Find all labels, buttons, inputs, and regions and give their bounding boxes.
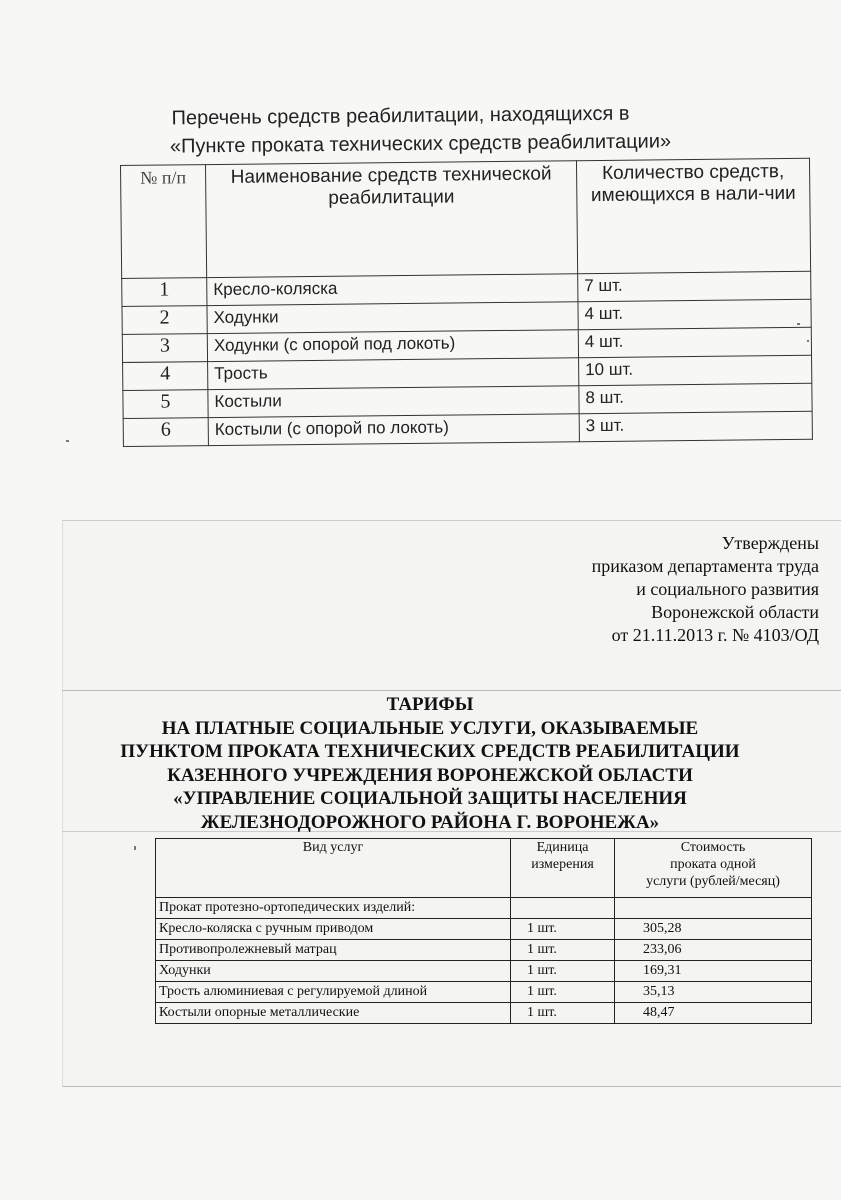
row-price: 48,47 — [615, 1003, 812, 1024]
tariff-title-line5: «УПРАВЛЕНИЕ СОЦИАЛЬНОЙ ЗАЩИТЫ НАСЕЛЕНИЯ — [173, 788, 687, 809]
inventory-title-line2: «Пункте проката технических средств реабилитации» — [169, 130, 672, 158]
approval-block — [592, 532, 819, 647]
tariff-title-line1: ТАРИФЫ — [386, 694, 474, 715]
header-cost-line1: Стоимость — [680, 840, 746, 855]
inventory-document — [0, 0, 841, 500]
table-row — [156, 919, 812, 940]
table-row — [156, 961, 812, 982]
row-number: 3 — [122, 334, 207, 363]
row-service: Трость алюминиевая с регулируемой длиной — [156, 982, 511, 1003]
approval-line3: и социального развития — [636, 579, 819, 599]
row-quantity: 4 шт. — [578, 299, 811, 329]
row-unit: 1 шт. — [511, 961, 615, 982]
header-name: Наименование средств технической реабилитации — [206, 161, 578, 278]
table-row — [156, 982, 812, 1003]
scan-speck — [66, 440, 69, 442]
row-name: Костыли — [208, 386, 579, 418]
scan-speck — [797, 323, 800, 325]
row-number: 2 — [122, 306, 207, 335]
table-row — [123, 411, 812, 446]
scan-speck — [807, 340, 809, 342]
row-unit: 1 шт. — [511, 919, 615, 940]
inventory-table-header — [121, 158, 811, 278]
row-service: Кресло-коляска с ручным приводом — [156, 919, 511, 940]
approval-line2: приказом департамента труда — [591, 556, 819, 576]
header-unit — [511, 839, 615, 898]
row-quantity: 3 шт. — [579, 411, 812, 441]
row-quantity: 10 шт. — [579, 355, 812, 385]
tariff-title — [120, 693, 740, 834]
tariff-title-line3: ПУНКТОМ ПРОКАТА ТЕХНИЧЕСКИХ СРЕДСТВ РЕАБИЛИТАЦИИ — [120, 741, 740, 762]
row-price: 35,13 — [615, 982, 812, 1003]
approval-line5: от 21.11.2013 г. № 4103/ОД — [611, 625, 819, 645]
row-unit: 1 шт. — [511, 1003, 615, 1024]
row-number: 1 — [122, 278, 207, 307]
row-name: Ходунки — [207, 302, 578, 334]
row-name: Костыли (с опорой по локоть) — [208, 414, 579, 446]
inventory-table — [120, 158, 813, 447]
row-service: Костыли опорные металлические — [156, 1003, 511, 1024]
section-label: Прокат протезно-ортопедических изделий: — [156, 898, 511, 919]
scan-speck — [134, 846, 136, 850]
approval-line4: Воронежской области — [651, 602, 819, 622]
header-unit-line2: измерения — [531, 857, 594, 872]
table-row — [156, 940, 812, 961]
header-cost-line2: проката одной — [670, 857, 756, 872]
approval-line1: Утверждены — [721, 533, 819, 553]
header-number: № п/п — [121, 165, 207, 279]
tariff-table-header — [156, 839, 812, 898]
tariff-section-row — [156, 898, 812, 919]
row-price: 169,31 — [615, 961, 812, 982]
inventory-title-line1: Перечень средств реабилитации, находящихся в — [171, 102, 630, 130]
row-price: 233,06 — [615, 940, 812, 961]
row-unit: 1 шт. — [511, 940, 615, 961]
row-service: Противопролежневый матрац — [156, 940, 511, 961]
row-name: Кресло-коляска — [207, 274, 578, 306]
header-cost — [615, 839, 812, 898]
row-name: Трость — [208, 358, 579, 390]
row-unit: 1 шт. — [511, 982, 615, 1003]
row-quantity: 7 шт. — [578, 271, 811, 301]
row-service: Ходунки — [156, 961, 511, 982]
section-unit-empty — [511, 898, 615, 919]
header-unit-line1: Единица — [536, 840, 589, 855]
row-price: 305,28 — [615, 919, 812, 940]
tariff-title-line4: КАЗЕННОГО УЧРЕЖДЕНИЯ ВОРОНЕЖСКОЙ ОБЛАСТИ — [167, 764, 693, 786]
header-cost-line3: услуги (рублей/месяц) — [646, 874, 780, 889]
section-price-empty — [615, 898, 812, 919]
row-number: 5 — [123, 390, 208, 419]
row-quantity: 8 шт. — [579, 383, 812, 413]
header-service: Вид услуг — [156, 839, 511, 898]
header-quantity: Количество средств, имеющихся в нали-чии — [576, 158, 810, 273]
row-number: 6 — [123, 418, 208, 447]
row-number: 4 — [123, 362, 208, 391]
tariff-title-line6: ЖЕЛЕЗНОДОРОЖНОГО РАЙОНА Г. ВОРОНЕЖА» — [200, 811, 660, 833]
table-row — [156, 1003, 812, 1024]
row-quantity: 4 шт. — [578, 327, 811, 357]
tariff-table — [155, 838, 812, 1024]
tariff-title-line2: НА ПЛАТНЫЕ СОЦИАЛЬНЫЕ УСЛУГИ, ОКАЗЫВАЕМЫЕ — [161, 717, 699, 739]
row-name: Ходунки (с опорой под локоть) — [207, 330, 578, 362]
